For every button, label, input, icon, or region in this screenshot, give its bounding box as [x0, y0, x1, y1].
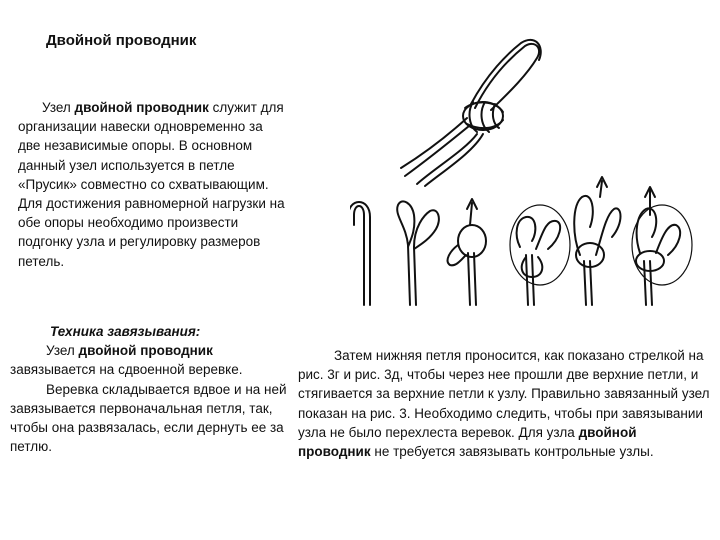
intro-bold: двойной проводник: [74, 100, 209, 115]
technique-paragraph-2: Веревка складывается вдвое и на ней завязывается первоначальная петля, так, чтобы она развязалась, если дернуть ее за петлю.: [10, 381, 287, 455]
intro-rest: служит для организации навески одновременно за две независимые опоры. В основном данный узел используется в петле «Прусик» совместно со схватывающим. Для достижения равномерной нагрузки на обе опоры необходимо произвести подгонку узла и регулировку размеров петель.: [18, 100, 285, 269]
intro-pre: Узел: [42, 100, 75, 115]
page-title: Двойной проводник: [46, 32, 197, 49]
knot-steps-illustration: [350, 175, 700, 315]
main-knot-illustration: [395, 38, 545, 188]
technique-left-column: [10, 322, 292, 456]
technique-right-column: [298, 346, 710, 461]
technique-paragraph-1: Узел двойной проводник завязывается на сдвоенной веревке.: [10, 343, 243, 378]
intro-paragraph: [18, 98, 288, 271]
technique-heading: Техника завязывания:: [50, 324, 201, 339]
technique-paragraph-3: Затем нижняя петля проносится, как показано стрелкой на рис. 3г и рис. 3д, чтобы через нее прошли две верхние петли, и стягивается за верхние петли к узлу. Правильно завязанный узел показан на рис. 3. Необходимо следить, чтобы при завязывании узла не было перехлеста веревок. Для узла двойной проводник не требуется завязывать контрольные узлы.: [298, 348, 710, 460]
